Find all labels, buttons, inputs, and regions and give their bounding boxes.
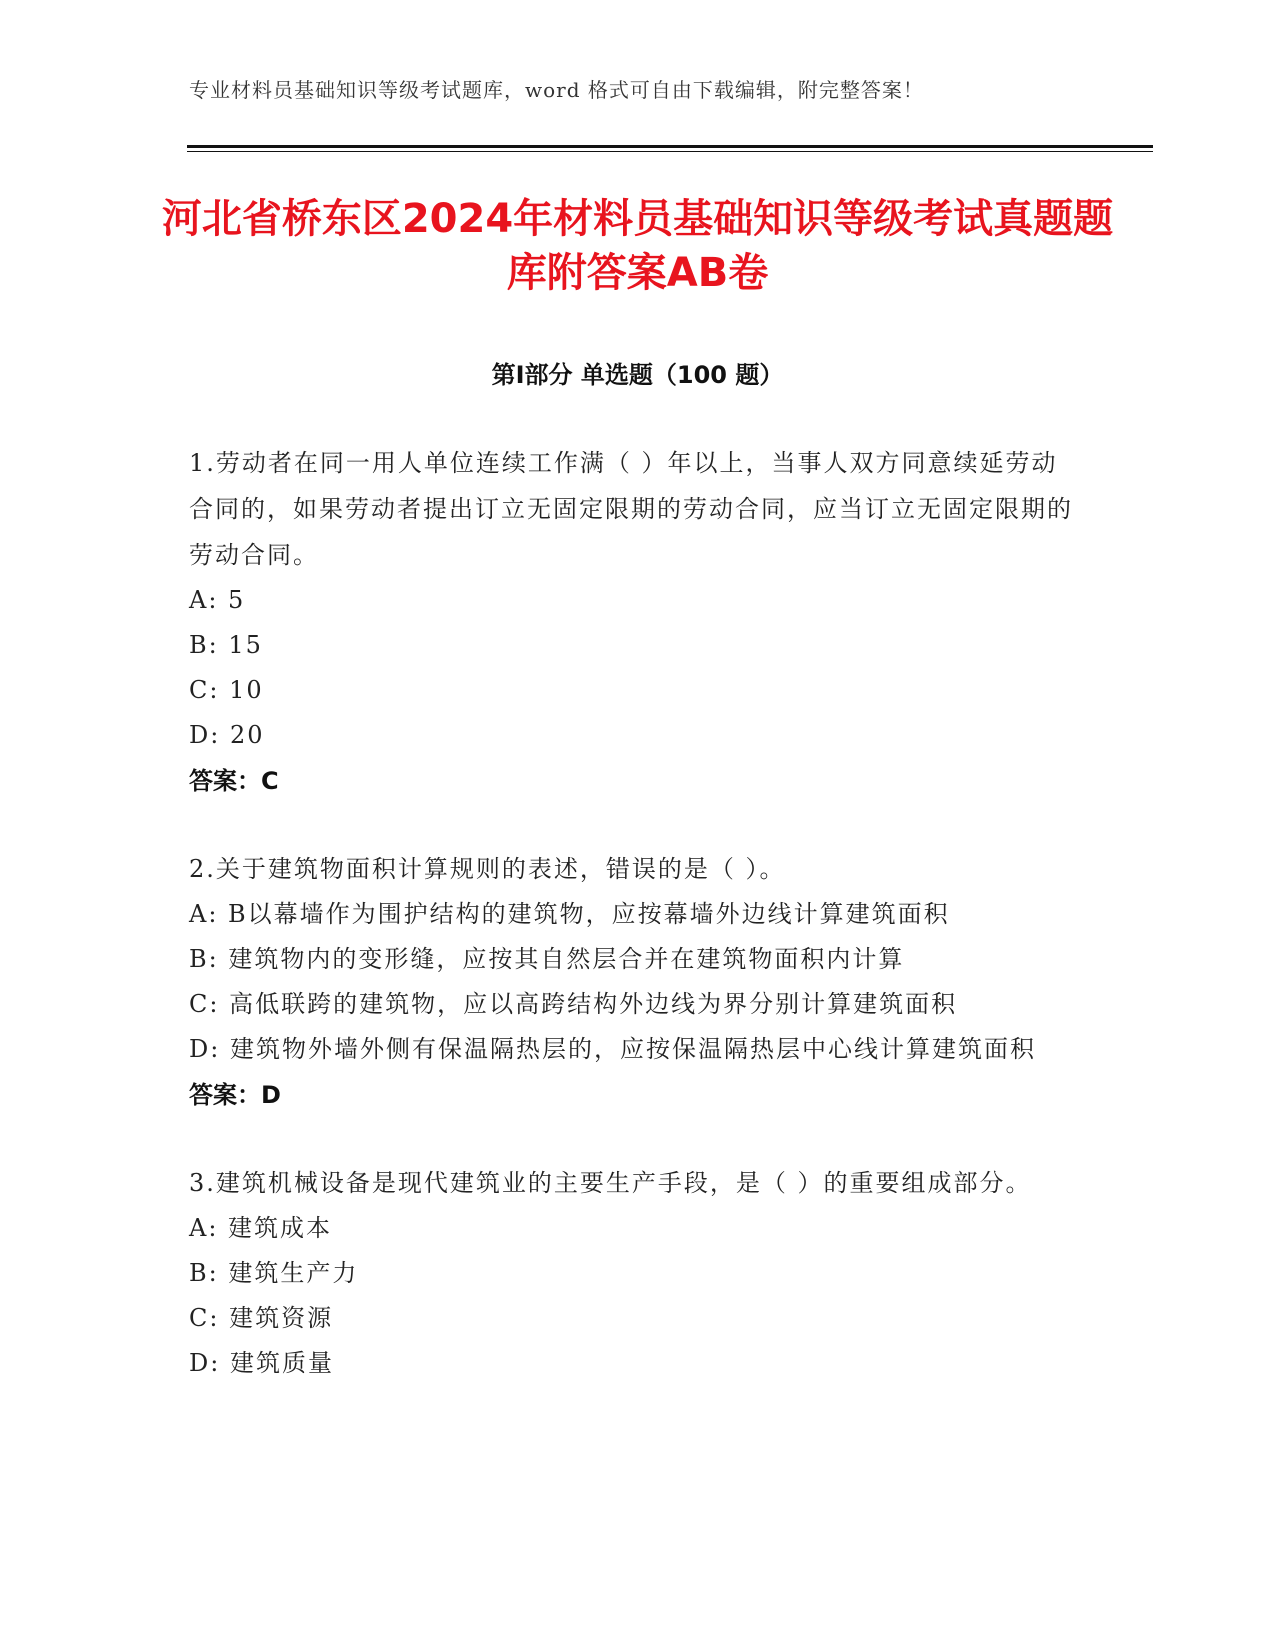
option-c: C: 建筑资源 [189,1304,334,1332]
option-b: B: 建筑物内的变形缝，应按其自然层合并在建筑物面积内计算 [189,945,905,973]
option-b: B: 15 [189,631,263,659]
option-d: D: 建筑物外墙外侧有保温隔热层的，应按保温隔热层中心线计算建筑面积 [189,1035,1036,1063]
question-stem: 2.关于建筑物面积计算规则的表述，错误的是（ ）。 [189,855,786,883]
option-d: D: 20 [189,721,265,749]
option-d: D: 建筑质量 [189,1349,334,1377]
option-a: A: 建筑成本 [189,1214,333,1242]
option-a: A: B以幕墙作为围护结构的建筑物，应按幕墙外边线计算建筑面积 [189,900,950,928]
document-title: 河北省桥东区2024年材料员基础知识等级考试真题题库附答案AB卷 [161,196,1114,296]
question-1 [189,440,1074,804]
question-stem: 1.劳动者在同一用人单位连续工作满（ ）年以上，当事人双方同意续延劳动合同的，如果劳动者提出订立无固定限期的劳动合同，应当订立无固定限期的劳动合同。 [189,449,1073,569]
question-3 [189,1160,1074,1386]
section-heading: 第Ⅰ部分 单选题（100 题） [491,361,784,389]
option-b: B: 建筑生产力 [189,1259,359,1287]
option-a: A: 5 [189,586,246,614]
question-stem: 3.建筑机械设备是现代建筑业的主要生产手段，是（ ）的重要组成部分。 [189,1169,1032,1197]
header-rule-thin [187,151,1153,152]
question-2 [189,846,1074,1118]
header-rule-thick [187,145,1153,148]
question-list [189,440,1074,1428]
option-c: C: 高低联跨的建筑物，应以高跨结构外边线为界分别计算建筑面积 [189,990,958,1018]
answer: 答案：C [189,767,279,795]
option-c: C: 10 [189,676,264,704]
header-note: 专业材料员基础知识等级考试题库，word 格式可自由下载编辑，附完整答案！ [189,78,924,102]
answer: 答案：D [189,1081,281,1109]
